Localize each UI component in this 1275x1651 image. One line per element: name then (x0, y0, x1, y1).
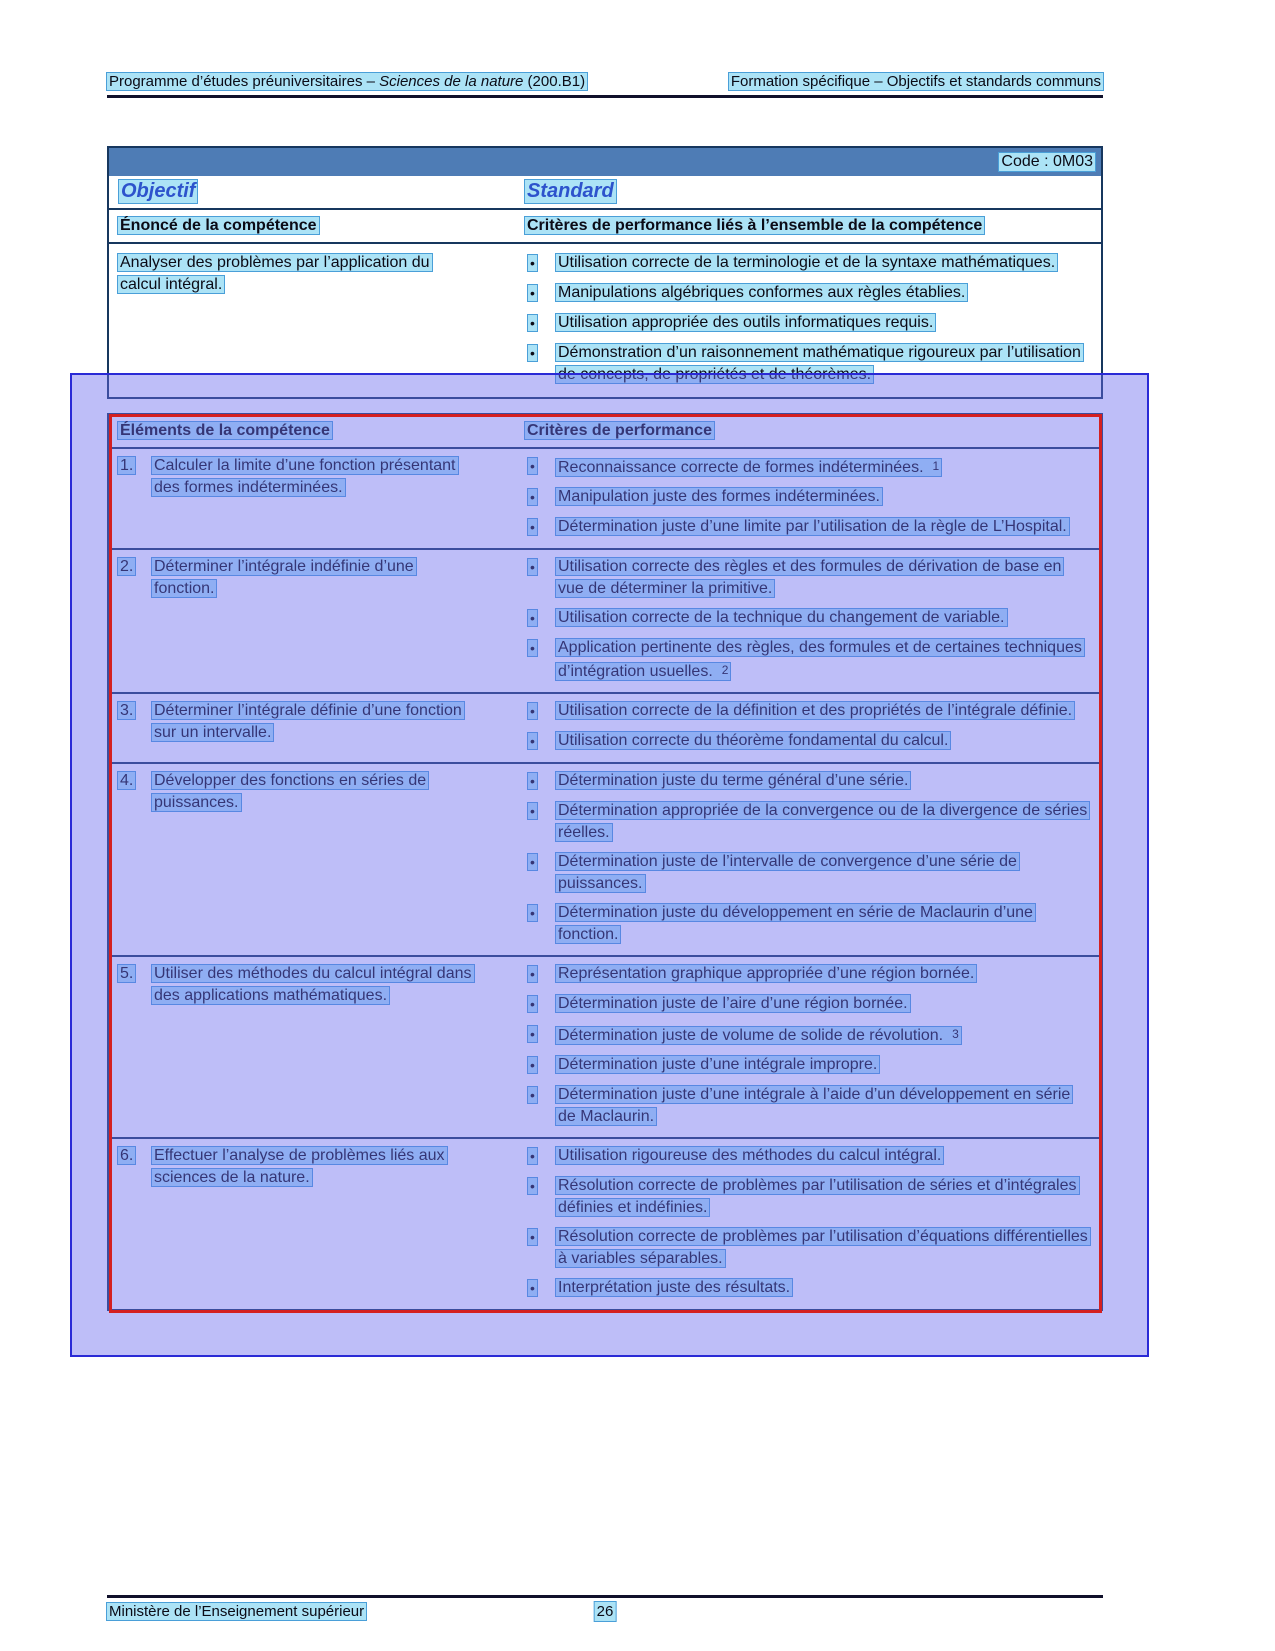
bullet-icon: • (530, 1057, 535, 1073)
criterion-text: Représentation graphique appropriée d’une région bornée. (558, 965, 975, 982)
criterion-item (525, 342, 1089, 386)
criterion-text: Utilisation correcte du théorème fondamental du calcul. (558, 732, 949, 749)
bullet-icon: • (530, 996, 535, 1012)
header-program-name: Sciences de la nature (379, 73, 524, 90)
criterion-item (525, 312, 1089, 335)
criterion-item (525, 1084, 1089, 1128)
element-text: Développer des fonctions en séries de puissances. (154, 772, 427, 811)
element-cell (109, 700, 525, 753)
criterion-text: Utilisation correcte des règles et des formules de dérivation de base en vue de déterminer la primitive. (558, 558, 1062, 597)
element-number: 6. (120, 1147, 134, 1164)
footnote-ref: 2 (721, 663, 729, 677)
criterion-text: Détermination juste de l’aire d’une région bornée. (558, 995, 908, 1012)
element-row-1 (109, 449, 1101, 548)
criterion-text: Application pertinente des règles, des formules et de certaines techniques d’intégration usuelles. $^2$ (558, 639, 1082, 680)
criterion-item (525, 637, 1089, 683)
bullet-icon: • (530, 559, 535, 575)
criterion-item (525, 1054, 1089, 1077)
bullet-icon: • (530, 640, 535, 656)
criterion-item (525, 252, 1089, 275)
criterion-item (525, 851, 1089, 895)
footer-ministry: Ministère de l’Enseignement supérieur (109, 1603, 365, 1620)
criterion-item (525, 1175, 1089, 1219)
bullet-icon: • (530, 255, 535, 271)
element-number: 1. (120, 457, 134, 474)
criterion-item (525, 770, 1089, 793)
element-cell (109, 556, 525, 683)
criteria-cell (525, 556, 1101, 683)
criterion-text: Démonstration d’un raisonnement mathématique rigoureux par l’utilisation de concepts, de propriétés et de théorèmes. (558, 344, 1081, 383)
criterion-item (525, 902, 1089, 946)
criterion-item (525, 607, 1089, 630)
page-footer (107, 1595, 1103, 1621)
criterion-item (525, 1226, 1089, 1270)
criterion-text: Résolution correcte de problèmes par l’utilisation d’équations différentielles à variables séparables. (558, 1228, 1088, 1267)
elements-col1-header-cell: Éléments de la compétence (120, 422, 330, 439)
competence-statement: Analyser des problèmes par l’application du calcul intégral. (120, 254, 430, 293)
elements-table-region (107, 413, 1103, 1311)
criterion-text: Détermination juste du terme général d’une série. (558, 772, 909, 789)
element-text: Utiliser des méthodes du calcul intégral dans des applications mathématiques. (154, 965, 472, 1004)
criterion-item (525, 1023, 1089, 1047)
page-number: 26 (596, 1603, 614, 1620)
bullet-icon: • (530, 1178, 535, 1194)
bullet-icon: • (530, 773, 535, 789)
footer-rule (107, 1595, 1103, 1598)
code-label: Code : 0M03 (1001, 153, 1093, 170)
element-text: Déterminer l’intégrale définie d’une fonction sur un intervalle. (154, 702, 462, 741)
criterion-text: Interprétation juste des résultats. (558, 1279, 791, 1296)
bullet-icon: • (530, 519, 535, 535)
objective-standard-section (107, 146, 1103, 399)
criterion-item (525, 455, 1089, 479)
criterion-item (525, 700, 1089, 723)
header-program-title (107, 72, 587, 91)
criterion-text: Résolution correcte de problèmes par l’utilisation de séries et d’intégrales définies et indéfinies. (558, 1177, 1077, 1216)
element-text: Déterminer l’intégrale indéfinie d’une fonction. (154, 558, 414, 597)
header-section-title: Formation spécifique – Objectifs et standards communs (730, 73, 1101, 90)
criterion-item (525, 800, 1089, 844)
criterion-text: Utilisation correcte de la terminologie et de la syntaxe mathématiques. (558, 254, 1056, 271)
criterion-item (525, 1277, 1089, 1300)
bullet-icon: • (530, 610, 535, 626)
bullet-icon: • (530, 905, 535, 921)
criterion-text: Utilisation correcte de la définition et des propriétés de l’intégrale définie. (558, 702, 1073, 719)
criterion-text: Manipulation juste des formes indéterminées. (558, 488, 880, 505)
criteria-cell (525, 1145, 1101, 1300)
element-row-4 (109, 762, 1101, 955)
criterion-text: Détermination juste de volume de solide de révolution. $^3$ (558, 1027, 959, 1044)
competence-criteria-cell (525, 252, 1101, 386)
criterion-item (525, 282, 1089, 305)
element-text: Effectuer l’analyse de problèmes liés aux sciences de la nature. (154, 1147, 445, 1186)
criterion-text: Détermination appropriée de la convergence ou de la divergence de séries réelles. (558, 802, 1088, 841)
criterion-text: Utilisation rigoureuse des méthodes du calcul intégral. (558, 1147, 942, 1164)
element-number: 5. (120, 965, 134, 982)
competence-table (109, 208, 1101, 397)
bullet-icon: • (530, 1148, 535, 1164)
element-cell (109, 963, 525, 1128)
criterion-text: Détermination juste d’une intégrale à l’aide d’un développement en série de Maclaurin. (558, 1086, 1071, 1125)
criterion-text: Détermination juste du développement en série de Maclaurin d’une fonction. (558, 904, 1033, 943)
element-cell (109, 1145, 525, 1300)
page-content (107, 0, 1103, 1311)
element-cell (109, 455, 525, 539)
criterion-text: Détermination juste d’une intégrale impropre. (558, 1056, 878, 1073)
elements-table (107, 413, 1103, 1311)
bullet-icon: • (530, 733, 535, 749)
competence-statement-cell (109, 252, 525, 386)
bullet-icon: • (530, 345, 535, 361)
criterion-text: Reconnaissance correcte de formes indéterminées. $^1$ (558, 459, 940, 476)
header-program-code: (200.B1) (523, 73, 586, 90)
criterion-text: Utilisation correcte de la technique du changement de variable. (558, 609, 1005, 626)
header-program-prefix: Programme d’études préuniversitaires – (109, 73, 380, 90)
bullet-icon: • (530, 1087, 535, 1103)
element-row-2 (109, 548, 1101, 692)
competence-col1-header-cell: Énoncé de la compétence (120, 217, 317, 234)
element-row-3 (109, 692, 1101, 762)
page-header (107, 72, 1103, 91)
element-number: 2. (120, 558, 134, 575)
criterion-item (525, 1145, 1089, 1168)
criteria-cell (525, 700, 1101, 753)
competence-table-header (109, 210, 1101, 244)
element-row-5 (109, 955, 1101, 1137)
bullet-icon: • (530, 966, 535, 982)
competence-table-body (109, 244, 1101, 397)
section-titles (109, 176, 1101, 208)
element-cell (109, 770, 525, 946)
element-row-6 (109, 1137, 1101, 1309)
header-rule (107, 95, 1103, 98)
bullet-icon: • (530, 315, 535, 331)
element-text: Calculer la limite d’une fonction présentant des formes indéterminées. (154, 457, 456, 496)
criterion-item (525, 963, 1089, 986)
criteria-cell (525, 963, 1101, 1128)
objectif-title: Objectif (121, 180, 196, 202)
criterion-item (525, 486, 1089, 509)
criterion-text: Détermination juste de l’intervalle de convergence d’une série de puissances. (558, 853, 1017, 892)
bullet-icon: • (530, 489, 535, 505)
bullet-icon: • (530, 458, 535, 474)
competence-col2-header-cell: Critères de performance liés à l’ensemble de la compétence (527, 217, 983, 234)
criterion-text: Détermination juste d’une limite par l’utilisation de la règle de L’Hospital. (558, 518, 1067, 535)
bullet-icon: • (530, 803, 535, 819)
elements-table-header (109, 415, 1101, 449)
criteria-cell (525, 455, 1101, 539)
bullet-icon: • (530, 1229, 535, 1245)
criterion-item (525, 556, 1089, 600)
element-number: 3. (120, 702, 134, 719)
element-number: 4. (120, 772, 134, 789)
standard-title: Standard (527, 180, 614, 202)
footnote-ref: 3 (952, 1027, 959, 1041)
bullet-icon: • (530, 703, 535, 719)
criterion-text: Utilisation appropriée des outils informatiques requis. (558, 314, 934, 331)
footnote-ref: 1 (932, 459, 940, 473)
code-banner (109, 148, 1101, 176)
elements-col2-header-cell: Critères de performance (527, 422, 712, 439)
bullet-icon: • (530, 854, 535, 870)
criteria-cell (525, 770, 1101, 946)
bullet-icon: • (530, 1280, 535, 1296)
bullet-icon: • (530, 1026, 535, 1042)
criterion-item (525, 993, 1089, 1016)
criterion-text: Manipulations algébriques conformes aux règles établies. (558, 284, 966, 301)
bullet-icon: • (530, 285, 535, 301)
criterion-item (525, 730, 1089, 753)
criterion-item (525, 516, 1089, 539)
